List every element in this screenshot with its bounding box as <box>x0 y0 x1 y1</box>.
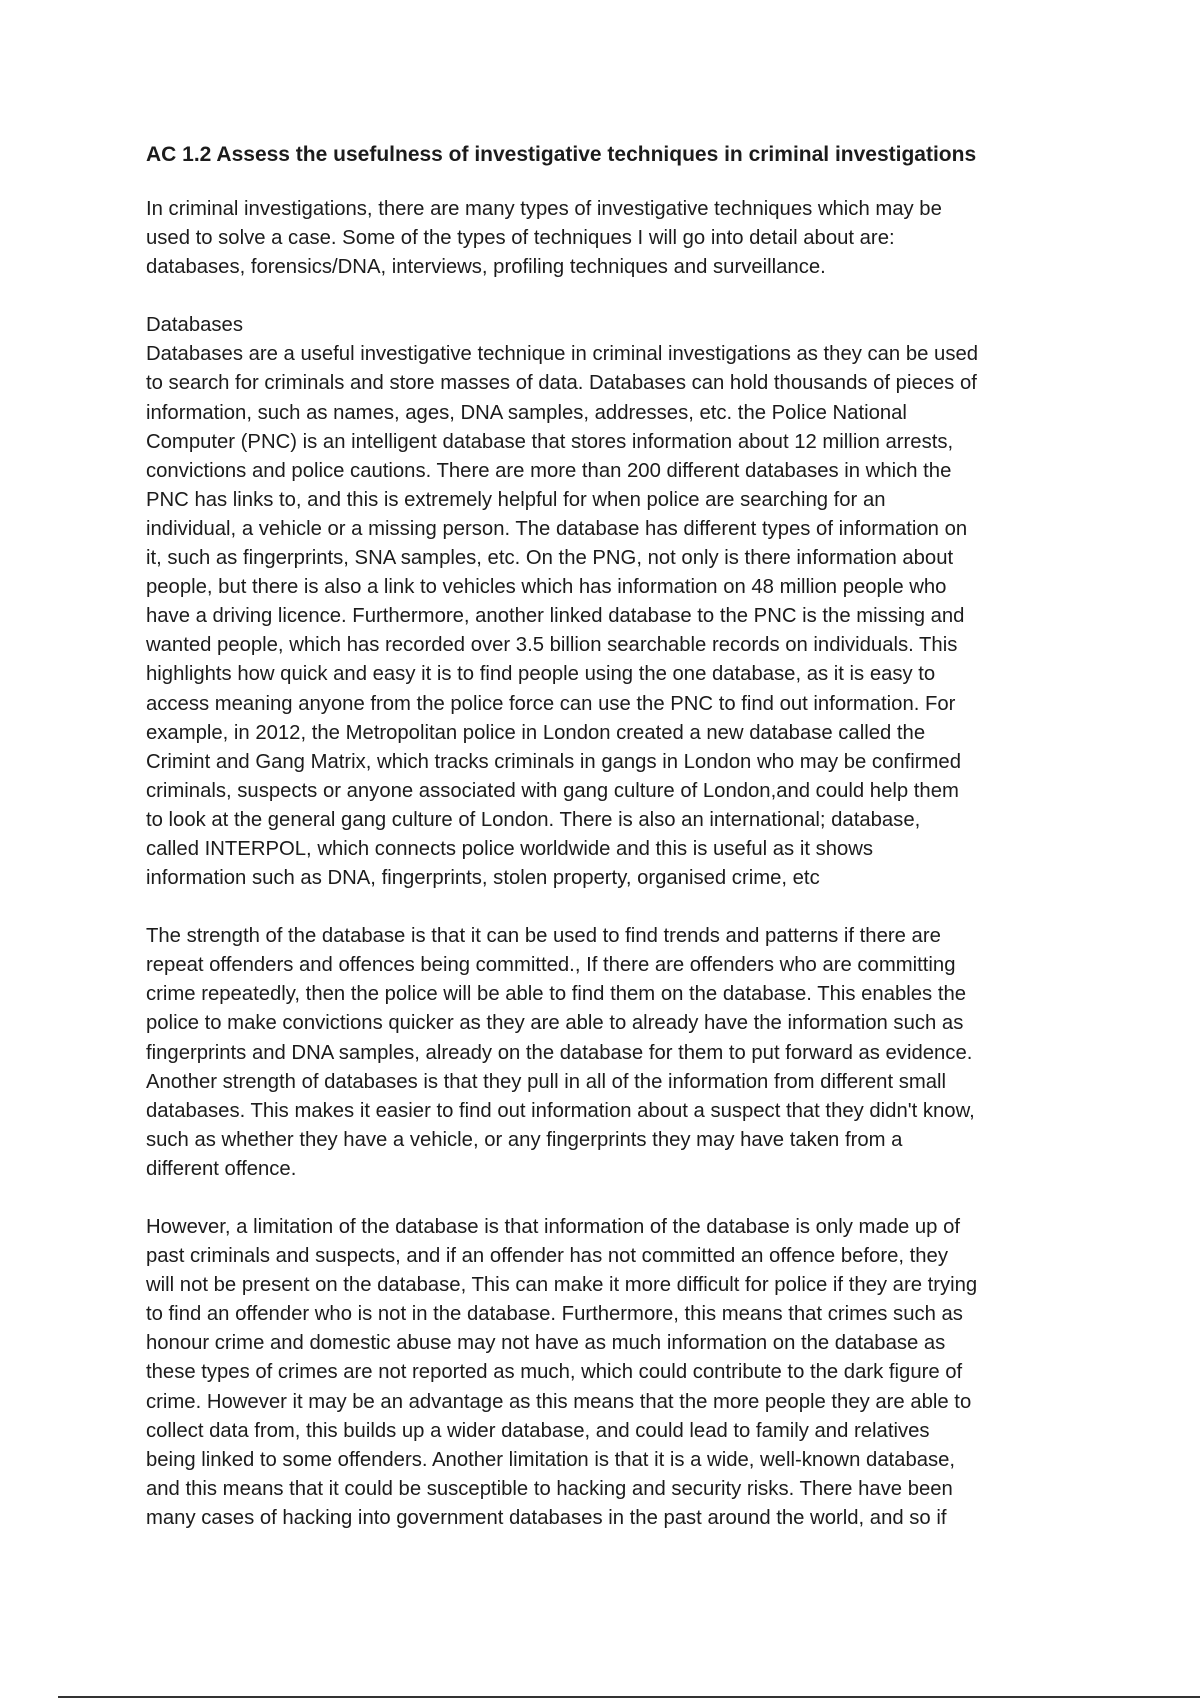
text-line: past criminals and suspects, and if an offender has not committed an offence before, they <box>146 1245 948 1268</box>
text-line: Another strength of databases is that they pull in all of the information from different small <box>146 1070 947 1093</box>
text-line: will not be present on the database, This can make it more difficult for police if they are trying <box>146 1274 978 1297</box>
text-line: to find an offender who is not in the database. Furthermore, this means that crimes such as <box>146 1303 963 1326</box>
text-line: repeat offenders and offences being committed., If there are offenders who are committing <box>146 954 956 977</box>
text-line: different offence. <box>146 1157 297 1180</box>
paragraph-limitations <box>146 1213 1066 1533</box>
text-line: Computer (PNC) is an intelligent database that stores information about 12 million arrests, <box>146 430 954 453</box>
text-line: being linked to some offenders. Another limitation is that it is a wide, well-known database, <box>146 1448 956 1471</box>
text-line: databases. This makes it easier to find out information about a suspect that they didn't know, <box>146 1099 975 1122</box>
paragraph-strengths <box>146 922 1066 1184</box>
text-line: to look at the general gang culture of London. There is also an international; database, <box>146 808 921 831</box>
text-line: fingerprints and DNA samples, already on the database for them to put forward as evidence. <box>146 1041 973 1064</box>
text-line: honour crime and domestic abuse may not have as much information on the database as <box>146 1332 946 1355</box>
text-line: information, such as names, ages, DNA samples, addresses, etc. the Police National <box>146 401 907 424</box>
text-line: individual, a vehicle or a missing person. The database has different types of information on <box>146 517 968 540</box>
text-line: people, but there is also a link to vehicles which has information on 48 million people who <box>146 576 947 599</box>
paragraph-databases-overview <box>146 340 1066 893</box>
text-line: police to make convictions quicker as they are able to already have the information such as <box>146 1012 964 1035</box>
text-line: example, in 2012, the Metropolitan police in London created a new database called the <box>146 721 926 744</box>
text-line: However, a limitation of the database is that information of the database is only made up of <box>146 1216 960 1238</box>
text-line: have a driving licence. Furthermore, another linked database to the PNC is the missing and <box>146 605 965 628</box>
text-line: highlights how quick and easy it is to find people using the one database, as it is easy to <box>146 663 936 686</box>
section-title <box>146 311 1066 340</box>
text-line: convictions and police cautions. There are more than 200 different databases in which the <box>146 459 952 482</box>
text-line: access meaning anyone from the police force can use the PNC to find out information. For <box>146 692 956 715</box>
intro-paragraph <box>146 195 1066 282</box>
text-line: In criminal investigations, there are many types of investigative techniques which may be <box>146 198 942 220</box>
text-line: these types of crimes are not reported as much, which could contribute to the dark figure of <box>146 1361 963 1384</box>
page-bottom-rule <box>58 1696 1200 1698</box>
text-line: wanted people, which has recorded over 3.5 billion searchable records on individuals. This <box>146 634 958 657</box>
text-line: crime. However it may be an advantage as this means that the more people they are able to <box>146 1390 972 1413</box>
text-line: such as whether they have a vehicle, or any fingerprints they may have taken from a <box>146 1128 903 1151</box>
text-line: it, such as fingerprints, SNA samples, etc. On the PNG, not only is there information about <box>146 547 954 570</box>
text-line: The strength of the database is that it can be used to find trends and patterns if there are <box>146 925 941 948</box>
text-line: criminals, suspects or anyone associated with gang culture of London,and could help them <box>146 779 959 802</box>
document-body <box>146 140 1066 1533</box>
text-line: collect data from, this builds up a wider database, and could lead to family and relatives <box>146 1419 930 1442</box>
text-line: crime repeatedly, then the police will be able to find them on the database. This enables the <box>146 983 967 1006</box>
text-line: and this means that it could be susceptible to hacking and security risks. There have been <box>146 1477 953 1500</box>
text-line: called INTERPOL, which connects police worldwide and this is useful as it shows <box>146 837 874 860</box>
section-title-text: Databases <box>146 314 243 337</box>
text-line: many cases of hacking into government databases in the past around the world, and so if <box>146 1506 947 1529</box>
text-line: PNC has links to, and this is extremely helpful for when police are searching for an <box>146 488 886 511</box>
text-line: to search for criminals and store masses of data. Databases can hold thousands of pieces of <box>146 372 977 395</box>
text-line: Databases are a useful investigative technique in criminal investigations as they can be used <box>146 343 979 366</box>
document-heading: AC 1.2 Assess the usefulness of investigative techniques in criminal investigations <box>146 143 977 166</box>
text-line: databases, forensics/DNA, interviews, profiling techniques and surveillance. <box>146 256 826 279</box>
text-line: used to solve a case. Some of the types of techniques I will go into detail about are: <box>146 227 895 250</box>
text-line: information such as DNA, fingerprints, stolen property, organised crime, etc <box>146 867 820 890</box>
text-line: Crimint and Gang Matrix, which tracks criminals in gangs in London who may be confirmed <box>146 750 961 773</box>
